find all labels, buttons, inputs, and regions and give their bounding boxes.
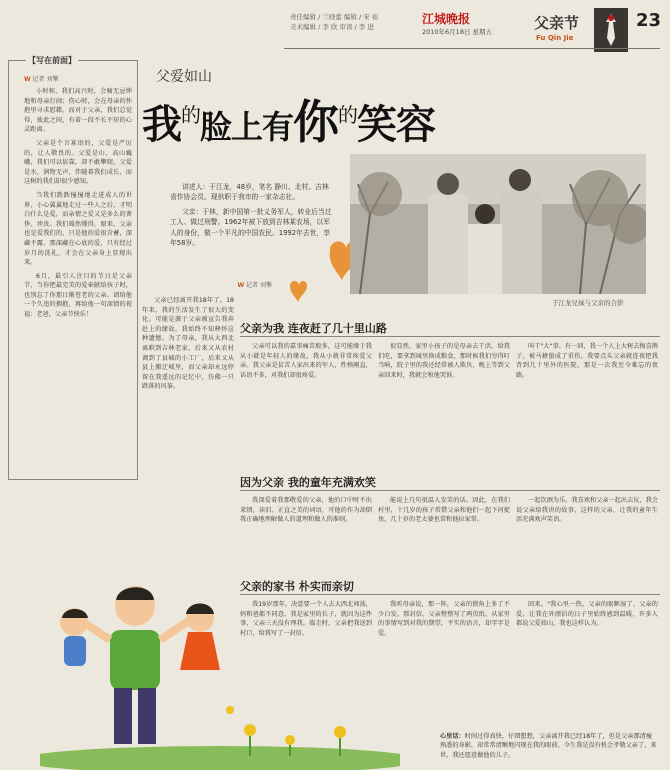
header-divider xyxy=(284,48,660,49)
section-2-col-1: 我深爱着我那敬爱的父亲，他的口中时不出来情，读旧、正直之美的词语，可他的作为却倒我正确地理解做人的道理和做人的准则。 xyxy=(240,497,372,524)
speaker-narrator: 讲述人：于江龙，48岁，笔名 静川、北村。吉林省作协会员。现供职于我市的一家杂志社。 xyxy=(170,183,329,202)
closing-quote xyxy=(440,732,658,760)
section-1-col-3: 叫干"大"事。有一回，我一个人上大树去掏喜鹊子，被马蜂蛰成了重伤。我要点头父亲就连夜把我背到几十里外的医院，那是一次我至今难忘的夜路。 xyxy=(516,343,658,379)
section-3-col-3: 回来。"我心里一热，父亲的眼眶湿了。父亲的爱，让我在外漂泊的日子里始终感到温暖，许多人都说父爱如山，我也这样认为。 xyxy=(516,601,658,628)
headline-word-6: 笑容 xyxy=(357,101,436,148)
foreword-byline: W 记者 刘擎 xyxy=(24,76,59,83)
foreword-para-2: 父亲是个言寡语的，父爱是严厉的，让人敬畏的。父爱是山，高山巍峨，我们可以依靠，却不敢攀爬。父爱是水，润物无声，伴随着我们成长，而这树的我们却很少感知。 xyxy=(24,139,132,186)
intro-text: 父亲已经离开我18年了。18年来，我的生活发生了很大的变化。可能是源于父亲被宣告我奔赴上的缘故，我始终不知释怀这种遗憾。为了母亲，我从大西北离职到吉林老家，后来又从农村调到了县城的小工厂，后来又从县上搬迁城里，而父亲却永远停留在我遥远的记忆中，仿佛一只跌落的风筝。 xyxy=(142,297,234,391)
byline-w-icon: W xyxy=(24,76,31,83)
section-emblem-icon xyxy=(594,8,628,52)
family-illustration xyxy=(40,560,400,770)
family-photo xyxy=(350,154,646,294)
staff-line-2: 美术编辑 / 李 欣 审读 / 李 进 xyxy=(290,23,374,31)
headline-tagline: 父爱如山 xyxy=(156,69,212,85)
section-3-col-1: 我19岁那年，决意要一个人去大西北闯荡，妈和爸都不同意。我是家里的长子，就因为这件事，父亲三天没有理我。临走时，父亲把我送到村口，给我写了一封信。 xyxy=(240,601,372,637)
section-2-col-3: 一起饮酒为乐。我喜欢和父亲一起出去玩，我会说父亲给我讲的故事，这样的父亲，让我的童年生活充满欢声笑语。 xyxy=(516,497,658,524)
foreword-para-4: 6月，最引人注目的节日是父亲节，当你把最完美的爱奉献给孩子时，也别忘了你那日渐苍老的父亲。请给他一个久违的拥抱，再给他一句深情的祝福：老爸，父亲节快乐！ xyxy=(24,272,132,319)
headline-word-3: 脸上有 xyxy=(200,108,294,146)
byline-w-icon-2: W xyxy=(237,282,245,289)
page-number: 23 xyxy=(636,10,662,31)
section-2-col-2: 能说上几句很温人发笑的话。因此，在我们村里，十几岁的孩子常借父亲和他们一起下河捉鱼，几十岁的老太婆也常和他拉家常。 xyxy=(378,497,510,524)
foreword-para-3: 当我们跌跌撞撞地走进成人的世界，小心翼翼地走过一些人之后，才明白什么是爱，而亲情之爱又是多么的奢侈、珍贵。我们蓦然懂得，原来，父亲也是爱我们的，只是他的爱很含蓄，深藏不露，那深藏在心底的爱，只有经过岁月的洗礼，才会在父亲身上显现出来。 xyxy=(24,191,132,267)
closing-quote-label: 心里话： xyxy=(440,733,465,740)
section-1-title: 父亲为我 连夜赶了几十里山路 xyxy=(240,322,387,335)
section-pinyin: Fu Qin Jie xyxy=(536,34,574,42)
headline-word-1: 我 xyxy=(142,101,181,148)
newspaper-logo: 江城晚报 xyxy=(422,12,471,26)
section-2-title: 因为父亲 我的童年充满欢笑 xyxy=(240,476,376,489)
staff-line-1: 责任编辑 / 兰晓蕾 编辑 / 宋 裕 xyxy=(290,13,379,21)
section-1-col-2: 很显然，家里小孩子的是母亲去干活，给我们吃，要拿到城里换成粮食，那时候我们穷得叮当响，院子里的我还经常被人欺负，晚上等到父亲回来时，我就会和他哭诉。 xyxy=(378,343,510,379)
section-title: 父亲节 xyxy=(534,14,580,32)
family-cartoon-icon xyxy=(40,560,400,770)
headline-word-4: 你 xyxy=(293,95,339,149)
section-3-title: 父亲的家书 朴实而亲切 xyxy=(240,580,354,593)
intro-byline: W 记者 刘擎 xyxy=(237,282,272,289)
photo-caption: 于江龙兄妹与父亲的合影 xyxy=(552,299,624,307)
closing-quote-text: 时间过得真快，仔细想想，父亲离开我已经18年了，但是父亲那清瘦熟悉的身影，却常常清晰地闪现在我的眼前。今生我是没有机会孝敬父亲了，来世，我还愿意做他的儿子。 xyxy=(440,733,657,759)
issue-date: 2010年6月18日 星期五 xyxy=(422,28,493,36)
section-3-col-2: 我听母亲说，那一阵，父亲的鬓角上多了不少白发。那封信，父亲整整写了两页纸，从家里的事情写到对我的期望，平实的语言，却字字是爱。 xyxy=(378,601,510,637)
section-1-rule xyxy=(240,336,660,337)
foreword-para-1: 小时候，我们高兴时，会骑无忌惮地和母亲打闹；伤心时，会在母亲的怀抱里寻求慰藉。而对于父亲，我们总觉得，彼此之间，有着一段不长不短的心灵距离。 xyxy=(24,88,132,134)
family-photo-image xyxy=(350,154,646,294)
foreword-body xyxy=(24,74,132,320)
headline-word-2: 的 xyxy=(181,103,200,127)
foreword-kicker: 【写在前面】 xyxy=(28,56,76,65)
headline xyxy=(142,86,435,152)
section-2-rule xyxy=(240,490,660,491)
section-1-col-1: 父亲可以我的嘉事痛苦般多，这可能缘于我从小就是年轻人的缘故，我从小就非常疼爱父亲。我父亲是贫苦人家出来的军人，性格刚直，话语不多，对我们却很疼爱。 xyxy=(240,343,372,379)
speaker-father: 父亲：于林，新中国第一批义务军人，转业后当过工人、做过刑警。1962年被下放到吉林某农场，以军人的身份，做一个平凡的中国农民。1992年去世，享年58岁。 xyxy=(170,207,332,248)
staff-credits xyxy=(290,12,378,32)
headline-word-5: 的 xyxy=(338,103,358,127)
intro-section xyxy=(142,280,272,289)
